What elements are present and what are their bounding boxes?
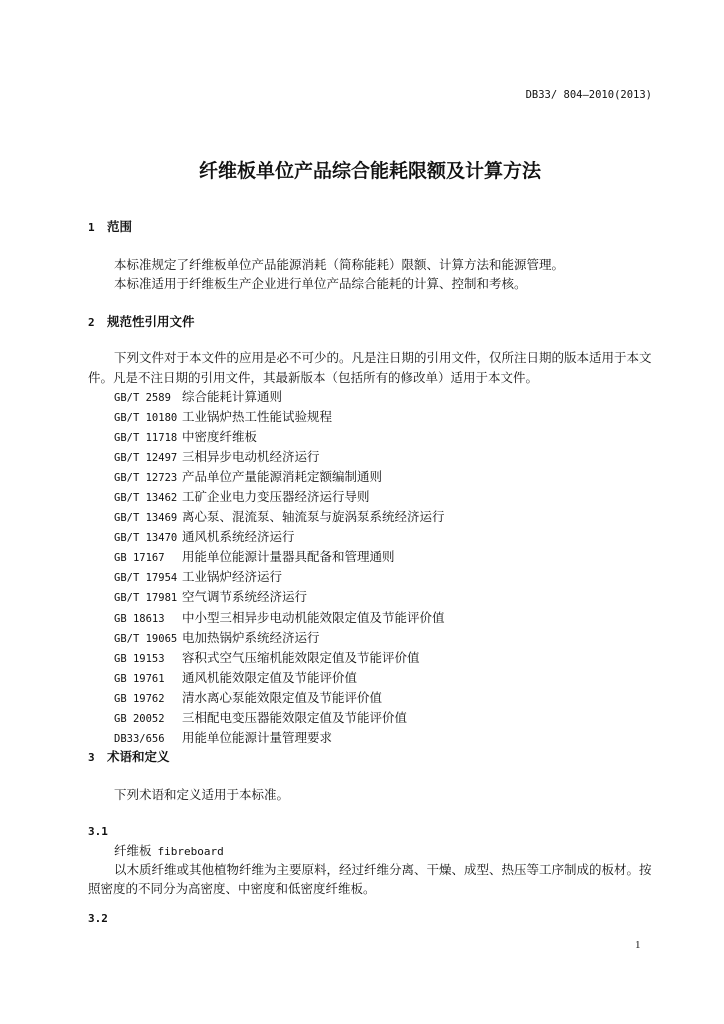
reference-item [114,528,445,548]
paragraph: 本标准规定了纤维板单位产品能源消耗（简称能耗）限额、计算方法和能源管理。 [114,258,565,272]
clause-number: 3.1 [88,825,108,838]
reference-code: GB 19762 [114,692,165,705]
document-code: DB33/ 804—2010(2013) [525,89,652,101]
reference-item [114,729,445,749]
reference-code: GB/T 17981 [114,592,178,605]
reference-item [114,428,445,448]
page-number: 1 [635,939,641,951]
reference-code: GB 19153 [114,652,165,665]
reference-title: 用能单位能源计量器具配备和管理通则 [182,550,395,565]
reference-item [114,709,445,729]
reference-title: 三相异步电动机经济运行 [182,450,320,465]
reference-code: DB33/656 [114,732,165,745]
reference-item [114,488,445,508]
reference-item [114,629,445,649]
reference-item [114,448,445,468]
reference-item [114,508,445,528]
section-3-intro: 下列术语和定义适用于本标准。 [114,788,290,802]
paragraph-line: 件。凡是不注日期的引用文件，其最新版本（包括所有的修改单）适用于本文件。 [88,371,539,385]
reference-code: GB 18613 [114,612,165,625]
section-title: 术语和定义 [107,750,170,764]
paragraph-line: 下列文件对于本文件的应用是必不可少的。凡是注日期的引用文件，仅所注日期的版本适用于本文 [114,351,652,365]
section-title: 范围 [107,220,133,234]
reference-title: 电加热锅炉系统经济运行 [182,630,320,645]
reference-code: GB/T 11718 [114,432,178,445]
section-number: 1 [88,221,95,234]
reference-code: GB 19761 [114,672,165,685]
section-number: 3 [88,751,95,764]
reference-code: GB/T 13469 [114,512,178,525]
term-definition [88,861,652,899]
reference-item [114,588,445,608]
reference-code: GB 17167 [114,552,165,565]
section-title: 规范性引用文件 [107,315,195,329]
reference-item [114,689,445,709]
reference-title: 综合能耗计算通则 [182,390,283,404]
reference-item [114,388,445,408]
section-1-heading [88,218,132,237]
section-3-heading [88,748,170,767]
reference-item [114,408,445,428]
reference-code: GB/T 17954 [114,572,178,585]
reference-title: 工业锅炉热工性能试验规程 [182,410,333,425]
reference-title: 工业锅炉经济运行 [182,570,283,585]
definition-line: 照密度的不同分为高密度、中密度和低密度纤维板。 [88,882,376,896]
section-2-intro [88,348,652,388]
definition-line: 以木质纤维或其他植物纤维为主要原料，经过纤维分离、干燥、成型、热压等工序制成的板材。按 [114,863,652,877]
reference-item [114,548,445,568]
reference-title: 工矿企业电力变压器经济运行导则 [182,490,370,505]
reference-title: 三相配电变压器能效限定值及节能评价值 [182,710,408,725]
reference-code: GB 20052 [114,712,165,725]
reference-item [114,669,445,689]
reference-title: 通风机系统经济运行 [182,530,295,545]
reference-code: GB/T 10180 [114,412,178,425]
reference-title: 中密度纤维板 [182,430,258,445]
term-entry [114,842,224,861]
section-1-body [114,256,564,294]
reference-title: 容积式空气压缩机能效限定值及节能评价值 [182,650,420,665]
reference-title: 产品单位产量能源消耗定额编制通则 [182,470,383,485]
document-title: 纤维板单位产品综合能耗限额及计算方法 [198,161,541,182]
term-chinese: 纤维板 [114,844,152,858]
reference-title: 中小型三相异步电动机能效限定值及节能评价值 [182,610,445,625]
section-2-heading [88,313,195,332]
reference-item [114,468,445,488]
reference-code: GB/T 12497 [114,452,178,465]
reference-code: GB/T 19065 [114,632,178,645]
reference-title: 离心泵、混流泵、轴流泵与旋涡泵系统经济运行 [182,510,445,525]
reference-item [114,609,445,629]
reference-list [114,388,445,749]
paragraph: 本标准适用于纤维板生产企业进行单位产品综合能耗的计算、控制和考核。 [114,277,527,291]
reference-title: 空气调节系统经济运行 [182,590,308,605]
reference-item [114,649,445,669]
term-english: fibreboard [157,845,224,858]
reference-code: GB/T 13470 [114,532,178,545]
reference-title: 用能单位能源计量管理要求 [182,730,333,745]
reference-title: 清水离心泵能效限定值及节能评价值 [182,690,383,705]
reference-item [114,568,445,588]
reference-code: GB/T 13462 [114,492,178,505]
clause-number: 3.2 [88,912,108,925]
reference-code: GB/T 12723 [114,472,178,485]
section-number: 2 [88,316,95,329]
reference-code: GB/T 2589 [114,392,171,404]
reference-title: 通风机能效限定值及节能评价值 [182,670,358,685]
